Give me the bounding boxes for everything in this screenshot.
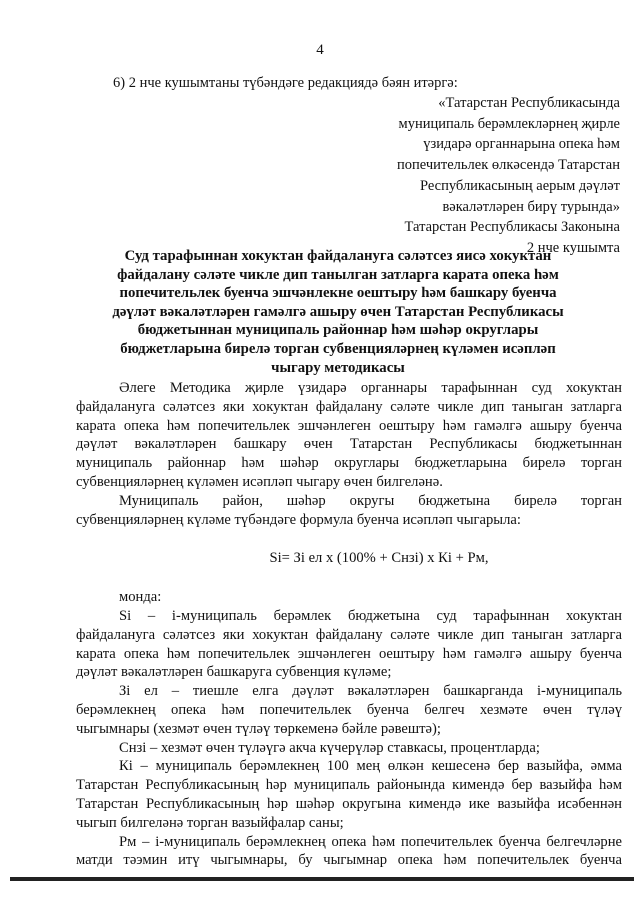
- header-line: Татарстан Республикасы Законына: [404, 219, 620, 236]
- text-line: Рм – i-муниципаль берәмлекнең опека һәм попечительлек буенча белгечләрне: [119, 833, 622, 850]
- header-line: үзидарә органнарына опека һәм: [423, 136, 620, 153]
- text-line: карата опека һәм попечительлек эшчәнлеген оештыру һәм гамәлгә ашыру буенча: [76, 417, 622, 434]
- page-number: 4: [316, 42, 324, 58]
- text-line: чыгымнары (хезмәт өчен түләү төркеменә бәйле рәвештә);: [76, 720, 441, 737]
- text-line: файдалануга сәләтсез яки хокуктан файдалану сәләте чикле дип таныган затларга: [76, 626, 622, 643]
- header-line: вәкаләтләрен бирү турында»: [442, 198, 620, 215]
- header-line: Республикасының аерым дәүләт: [420, 177, 620, 194]
- title-line: дәүләт вәкаләтләрен гамәлгә ашыру өчен Татарстан Республикасы: [112, 303, 564, 320]
- definition-snzi: [76, 739, 622, 758]
- text-line: Әлеге Методика җирле үзидарә органнары тарафыннан суд хокуктан: [119, 380, 622, 396]
- formula: Si= Зi ел х (100% + Снзi) х Кi + Рм,: [269, 550, 489, 567]
- definition-si: [76, 607, 622, 682]
- header-line: «Татарстан Республикасында: [438, 95, 620, 111]
- text-line: муниципаль районнар һәм шәһәр округлары бюджетларына бирелә торган: [76, 455, 622, 472]
- title-line: чыгару методикасы: [271, 359, 405, 376]
- title-line: бюджетларына бирелә торган субвенцияләрнең күләмен исәпләп: [120, 340, 556, 357]
- paragraph-where: [76, 588, 622, 607]
- text-line: Зi ел – тиешле елга дәүләт вәкаләтләрен башкарганда i-муниципаль: [119, 683, 622, 700]
- document-title: [70, 247, 606, 377]
- title-line: попечительлек буенча эшчәнлекне оештыру һәм башкару буенча: [119, 285, 557, 302]
- text-line: Муниципаль район, шәһәр округы бюджетына бирелә торган: [119, 492, 622, 509]
- title-line: файдалану сәләте чикле дип танылган затларга карата опека һәм: [117, 266, 559, 283]
- text-line: монда:: [119, 589, 162, 606]
- definition-zi: [76, 682, 622, 738]
- scan-border-bottom: [10, 877, 634, 881]
- text-line: файдалануга сәләтсез яки хокуктан файдалану сәләте чикле дип таныган затларга: [76, 398, 622, 415]
- title-line: Суд тарафыннан хокуктан файдалануга сәләтсез яисә хокуктан: [124, 248, 552, 264]
- text-line: дәүләт вәкаләтләрен башкару өчен Татарстан Республикасы бюджетыннан: [76, 436, 622, 453]
- intro-line: 6) 2 нче кушымтаны түбәндәге редакциядә бәян итәргә:: [113, 75, 458, 91]
- text-line: Si – i-муниципаль берәмлек бюджетына суд тарафыннан хокуктан: [119, 607, 622, 624]
- header-line: попечительлек өлкәсендә Татарстан: [397, 157, 620, 174]
- paragraph-formula-intro: [76, 492, 622, 530]
- text-line: матди тәэмин итү чыгымнары, бу чыгымнар опека һәм попечительлек буенча: [76, 852, 622, 869]
- header-line: 2 нче кушымта: [526, 239, 620, 256]
- header-block: [280, 93, 620, 259]
- title-line: бюджетыннан муниципаль районнар һәм шәһәр округлары: [137, 322, 539, 339]
- text-line: карата опека һәм попечительлек эшчәнлеген оештыру һәм гамәлгә ашыру буенча: [76, 645, 622, 662]
- header-line: муниципаль берәмлекләрнең җирле: [398, 115, 620, 132]
- definition-ki: [76, 757, 622, 832]
- text-line: Снзi – хезмәт өчен түләүгә акча күчерүләр ставкасы, процентларда;: [119, 739, 540, 756]
- paragraph-methodology: [76, 379, 622, 492]
- text-line: Татарстан Республикасының һәр шәһәр округына кимендә ике вазыйфа исәбеннән: [76, 795, 622, 812]
- text-line: чыгып билгеләнә торган вазыйфалар саны;: [76, 814, 344, 831]
- definition-rm: [76, 833, 622, 871]
- text-line: берәмлекнең опека һәм попечительлек буенча белгеч хезмәте өчен түләү: [76, 701, 622, 718]
- document-body: [76, 379, 622, 870]
- text-line: субвенцияләрнең күләме түбәндәге формула буенча исәпләп чыгарыла:: [76, 511, 521, 528]
- text-line: дәүләт вәкаләтләрен башкаруга субвенция күләме;: [76, 664, 392, 681]
- text-line: субвенцияләрнең күләмен исәпләп чыгару өчен билгеләнә.: [76, 473, 443, 490]
- text-line: Татарстан Республикасының һәр муниципаль районында кимендә бер вазыйфа һәм: [76, 777, 622, 794]
- text-line: Кi – муниципаль берәмлекнең 100 мең өлкән кешесенә бер вазыйфа, әмма: [119, 758, 622, 775]
